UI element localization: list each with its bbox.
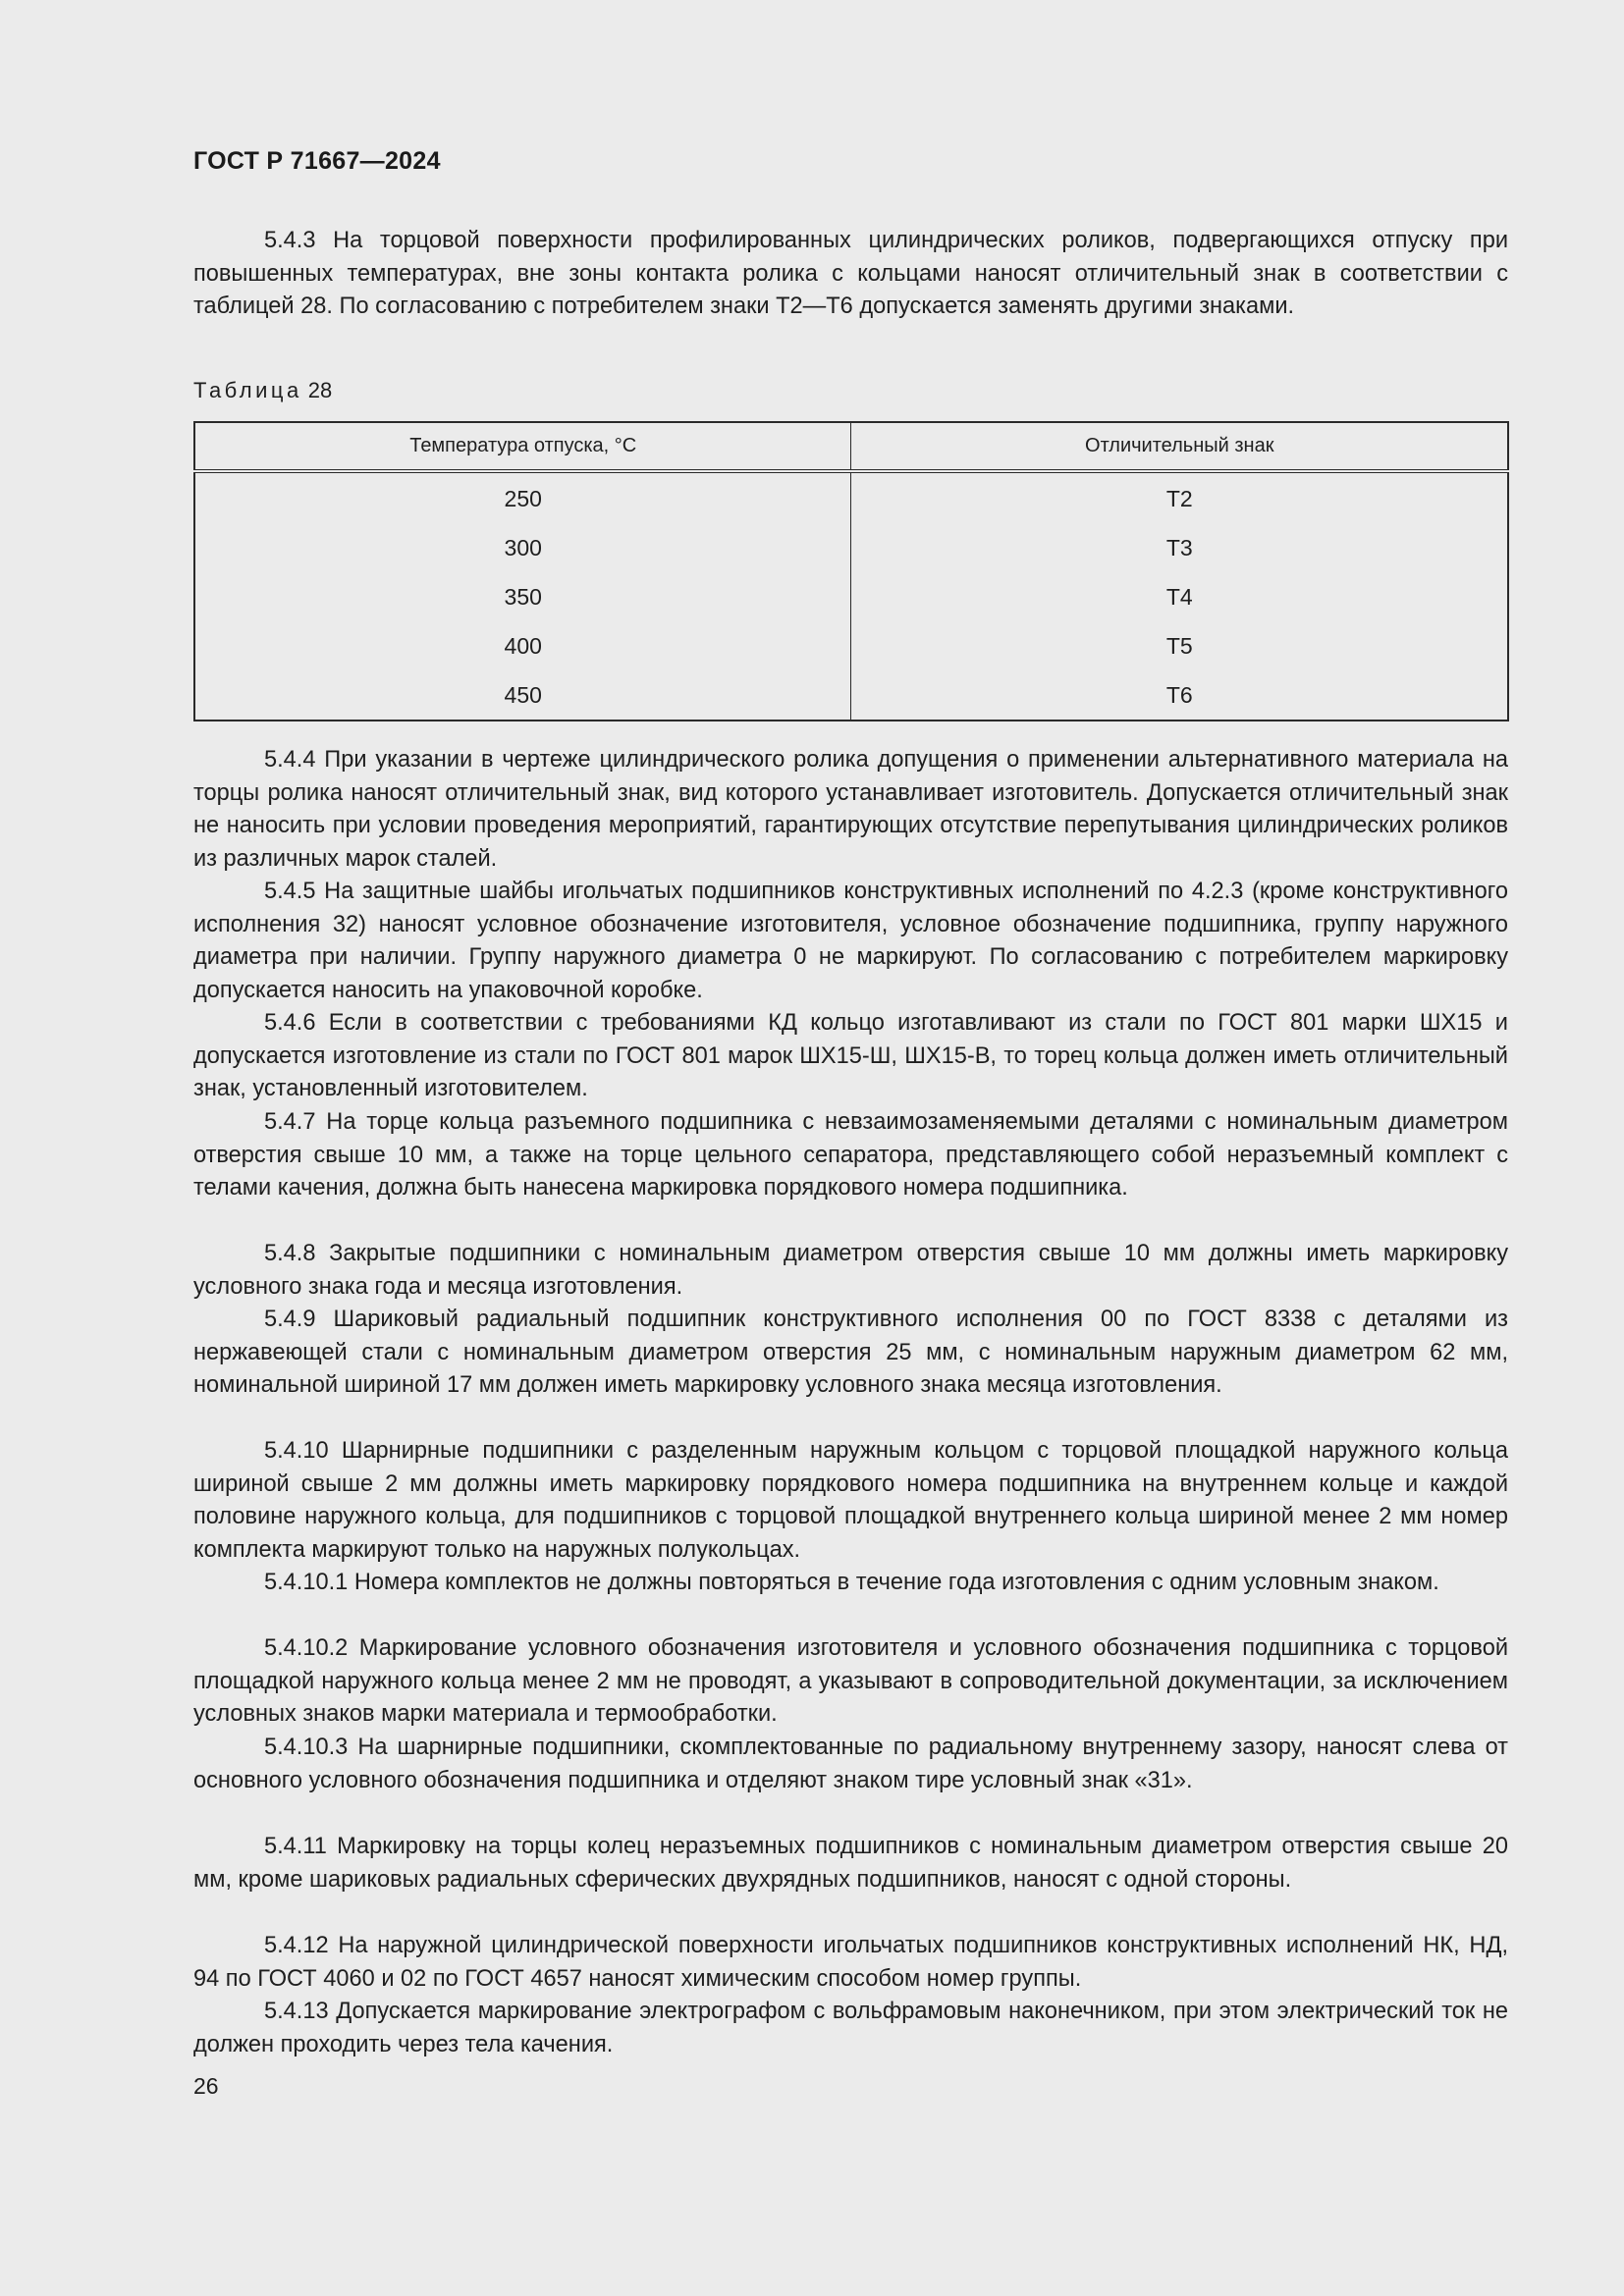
table-row bbox=[194, 670, 1508, 721]
table-cell-temperature: 350 bbox=[194, 573, 851, 622]
table-cell-mark: Т4 bbox=[1165, 583, 1193, 610]
table-row bbox=[194, 621, 1508, 670]
table-row bbox=[194, 524, 1508, 573]
table-cell-mark: Т6 bbox=[1165, 681, 1193, 708]
paragraph-5-4-8: 5.4.8 Закрытые подшипники с номинальным диаметром отверстия свыше 10 мм должны иметь маркировку условного знака года и месяца изготовления. bbox=[193, 1241, 1508, 1300]
paragraph-5-4-10-2: 5.4.10.2 Маркирование условного обозначения изготовителя и условного обозначения подшипника с торцовой площадкой наружного кольца менее 2 мм не проводят, а указывают в сопроводительной документации, за исключением условных знаков марки материала и термообработки. bbox=[193, 1635, 1508, 1727]
paragraph-5-4-10-1: 5.4.10.1 Номера комплектов не должны повторяться в течение года изготовления с одним условным знаком. bbox=[264, 1570, 1439, 1595]
temperature-table bbox=[193, 421, 1509, 721]
paragraph-5-4-13: 5.4.13 Допускается маркирование электрографом с вольфрамовым наконечником, при этом электрический ток не должен проходить через тела качения. bbox=[193, 1999, 1508, 2057]
table-row bbox=[194, 573, 1508, 622]
document-header: ГОСТ Р 71667—2024 bbox=[193, 147, 441, 175]
paragraph-5-4-7: 5.4.7 На торце кольца разъемного подшипника с невзаимозаменяемыми деталями с номинальным диаметром отверстия свыше 10 мм, а также на торце цельного сепаратора, представляющего собой неразъемный комплект с телами качения, должна быть нанесена маркировка порядкового номера подшипника. bbox=[193, 1109, 1508, 1201]
paragraph-5-4-11: 5.4.11 Маркировку на торцы колец неразъемных подшипников с номинальным диаметром отверстия свыше 20 мм, кроме шариковых радиальных сферических двухрядных подшипников, наносят с одной стороны. bbox=[193, 1834, 1508, 1893]
table-caption bbox=[193, 378, 332, 403]
table-cell-temperature: 300 bbox=[194, 524, 851, 573]
paragraph-5-4-6: 5.4.6 Если в соответствии с требованиями КД кольцо изготавливают из стали по ГОСТ 801 марки ШХ15 и допускается изготовление из стали по ГОСТ 801 марок ШХ15-Ш, ШХ15-В, то торец кольца должен иметь отличительный знак, установленный изготовителем. bbox=[193, 1010, 1508, 1101]
paragraph-5-4-3: 5.4.3 На торцовой поверхности профилированных цилиндрических роликов, подвергающихся отпуску при повышенных температурах, вне зоны контакта ролика с кольцами наносят отличительный знак в соответствии с таблицей 28. По согласованию с потребителем знаки Т2—Т6 допускается заменять другими знаками. bbox=[193, 228, 1508, 319]
paragraph-5-4-10-3: 5.4.10.3 На шарнирные подшипники, скомплектованные по радиальному внутреннему зазору, наносят слева от основного условного обозначения подшипника и отделяют знаком тире условный знак «31». bbox=[193, 1735, 1508, 1793]
table-caption-label: Таблица bbox=[193, 378, 302, 402]
table-cell-mark: Т3 bbox=[1165, 535, 1193, 561]
table-row bbox=[194, 471, 1508, 524]
table-cell-mark: Т2 bbox=[1165, 486, 1193, 512]
table-cell-temperature: 450 bbox=[194, 670, 851, 721]
table-header-row bbox=[194, 422, 1508, 471]
table-caption-number: 28 bbox=[307, 378, 333, 402]
paragraph-5-4-9: 5.4.9 Шариковый радиальный подшипник конструктивного исполнения 00 по ГОСТ 8338 с деталями из нержавеющей стали с номинальным диаметром отверстия 25 мм, с номинальным наружным диаметром 62 мм, номинальной шириной 17 мм должен иметь маркировку условного знака месяца изготовления. bbox=[193, 1307, 1508, 1398]
table-cell-temperature: 400 bbox=[194, 621, 851, 670]
paragraph-5-4-10: 5.4.10 Шарнирные подшипники с разделенным наружным кольцом с торцовой площадкой наружного кольца шириной свыше 2 мм должны иметь маркировку порядкового номера подшипника на внутреннем кольце и каждой половине наружного кольца, для подшипников с торцовой площадкой внутреннего кольца шириной менее 2 мм номер комплекта маркируют только на наружных полукольцах. bbox=[193, 1438, 1508, 1563]
paragraph-5-4-12: 5.4.12 На наружной цилиндрической поверхности игольчатых подшипников конструктивных исполнений НК, НД, 94 по ГОСТ 4060 и 02 по ГОСТ 4657 наносят химическим способом номер группы. bbox=[193, 1933, 1508, 1992]
paragraph-5-4-4: 5.4.4 При указании в чертеже цилиндрического ролика допущения о применении альтернативного материала на торцы ролика наносят отличительный знак, вид которого устанавливает изготовитель. Допускается отличительный знак не наносить при условии проведения мероприятий, гарантирующих отсутствие перепутывания цилиндрических роликов из различных марок сталей. bbox=[193, 747, 1508, 872]
paragraph-5-4-5: 5.4.5 На защитные шайбы игольчатых подшипников конструктивных исполнений по 4.2.3 (кроме конструктивного исполнения 32) наносят условное обозначение изготовителя, условное обозначение подшипника, группу наружного диаметра при наличии. Группу наружного диаметра 0 не маркируют. По согласованию с потребителем маркировку допускается наносить на упаковочной коробке. bbox=[193, 879, 1508, 1003]
table-cell-mark: Т5 bbox=[1165, 632, 1193, 659]
page-number: 26 bbox=[193, 2073, 219, 2099]
table-header-temperature: Температура отпуска, °С bbox=[194, 422, 851, 471]
table-header-mark: Отличительный знак bbox=[851, 422, 1508, 471]
table-cell-temperature: 250 bbox=[194, 471, 851, 524]
